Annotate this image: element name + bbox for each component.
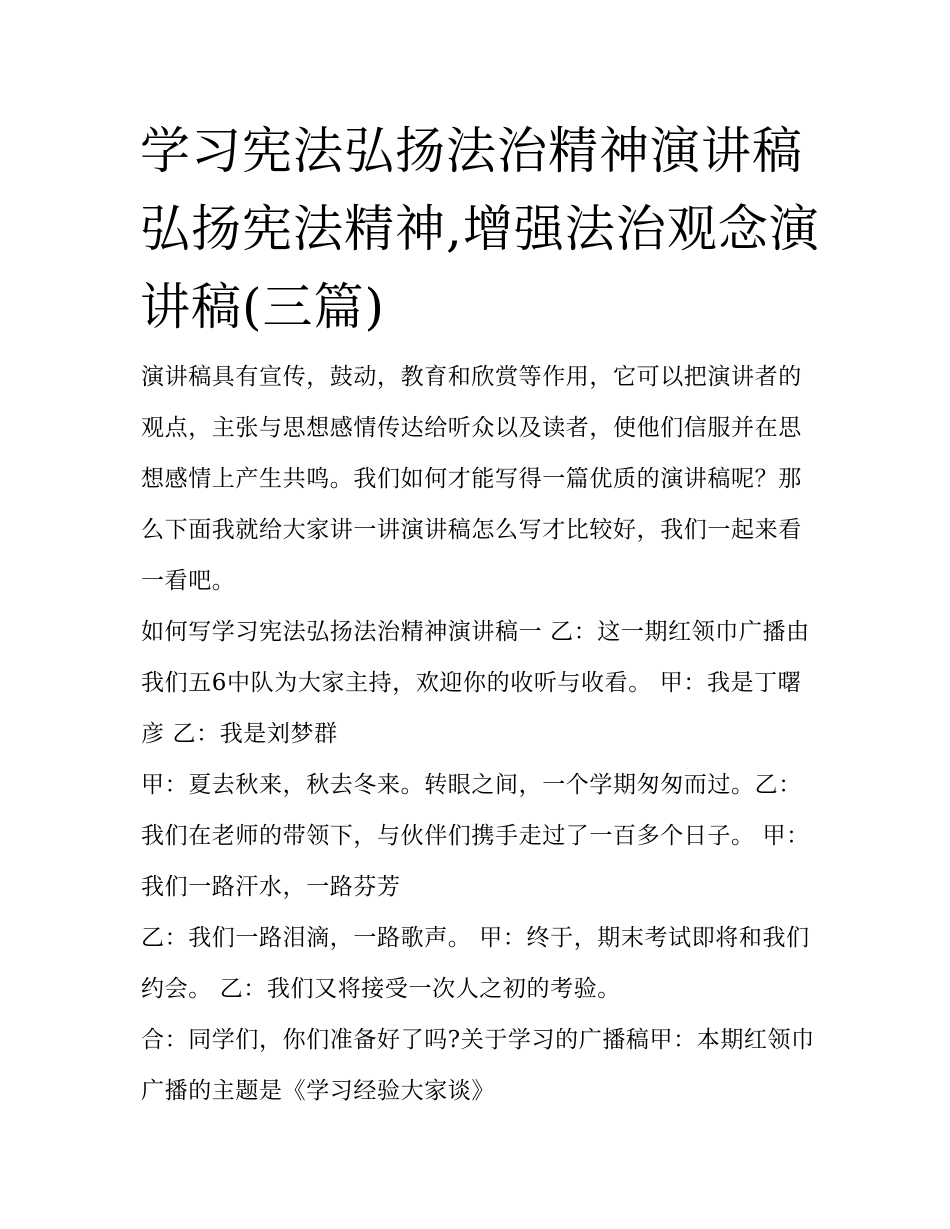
document-body xyxy=(141,352,821,1117)
paragraph-broadcast-theme: 合：同学们，你们准备好了吗?关于学习的广播稿甲：本期红领巾广播的主题是《学习经验大家谈》 xyxy=(141,1027,815,1104)
document-title: 学习宪法弘扬法治精神演讲稿弘扬宪法精神,增强法治观念演讲稿(三篇) xyxy=(140,122,820,336)
paragraph-semester-passing: 甲：夏去秋来，秋去冬来。转眼之间，一个学期匆匆而过。乙：我们在老师的带领下，与伙伴们携手走过了一百多个日子。 甲：我们一路汗水，一路芬芳 xyxy=(141,772,810,900)
paragraph-intro: 演讲稿具有宣传，鼓动，教育和欣赏等作用，它可以把演讲者的观点，主张与思想感情传达给听众以及读者，使他们信服并在思想感情上产生共鸣。我们如何才能写得一篇优质的演讲稿呢？那么下面我就给大家讲一讲演讲稿怎么写才比较好，我们一起来看一看吧。 xyxy=(141,364,802,594)
paragraph-broadcast-opening: 如何写学习宪法弘扬法治精神演讲稿一 乙：这一期红领巾广播由我们五6中队为大家主持，欢迎你的收听与收看。 甲：我是丁曙彦 乙：我是刘梦群 xyxy=(141,619,810,747)
paragraph-exam-coming: 乙：我们一路泪滴，一路歌声。 甲：终于，期末考试即将和我们约会。 乙：我们又将接受一次人之初的考验。 xyxy=(141,925,810,1002)
